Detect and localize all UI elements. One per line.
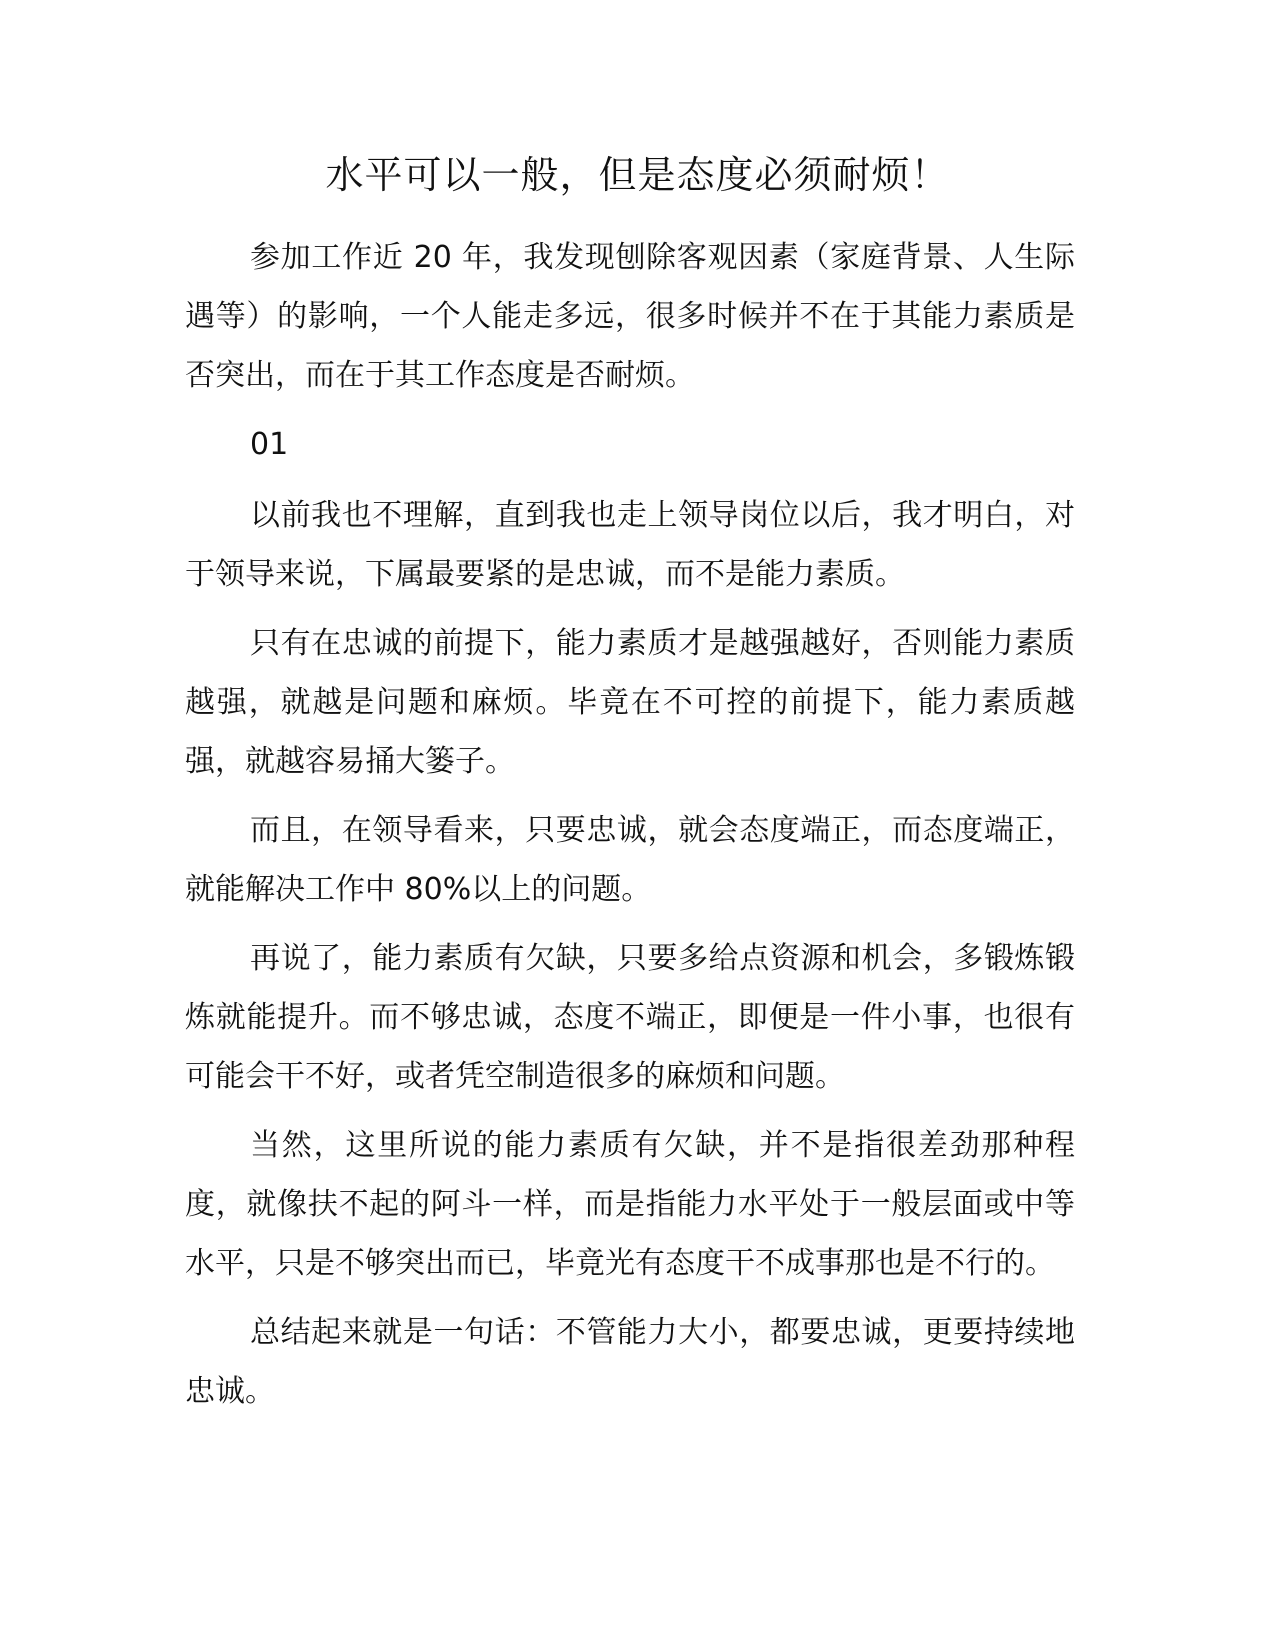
section-number: 01	[250, 427, 289, 462]
paragraph: 再说了，能力素质有欠缺，只要多给点资源和机会，多锻炼锻炼就能提升。而不够忠诚，态度不端正，即便是一件小事，也很有可能会干不好，或者凭空制造很多的麻烦和问题。	[185, 941, 1075, 1094]
paragraph: 以前我也不理解，直到我也走上领导岗位以后，我才明白，对于领导来说，下属最要紧的是忠诚，而不是能力素质。	[185, 498, 1075, 592]
document-title: 水平可以一般，但是态度必须耐烦！	[325, 153, 950, 197]
paragraph-conclusion: 总结起来就是一句话：不管能力大小，都要忠诚，更要持续地忠诚。	[185, 1315, 1075, 1409]
paragraph: 只有在忠诚的前提下，能力素质才是越强越好，否则能力素质越强，就越是问题和麻烦。毕竟在不可控的前提下，能力素质越强，就越容易捅大篓子。	[185, 626, 1075, 779]
paragraph: 而且，在领导看来，只要忠诚，就会态度端正，而态度端正，就能解决工作中 80%以上的问题。	[185, 813, 1075, 907]
paragraph-intro: 参加工作近 20 年，我发现刨除客观因素（家庭背景、人生际遇等）的影响，一个人能走多远，很多时候并不在于其能力素质是否突出，而在于其工作态度是否耐烦。	[185, 240, 1075, 393]
paragraph: 当然，这里所说的能力素质有欠缺，并不是指很差劲那种程度，就像扶不起的阿斗一样，而是指能力水平处于一般层面或中等水平，只是不够突出而已，毕竟光有态度干不成事那也是不行的。	[185, 1128, 1075, 1281]
document-body	[185, 228, 1075, 1431]
